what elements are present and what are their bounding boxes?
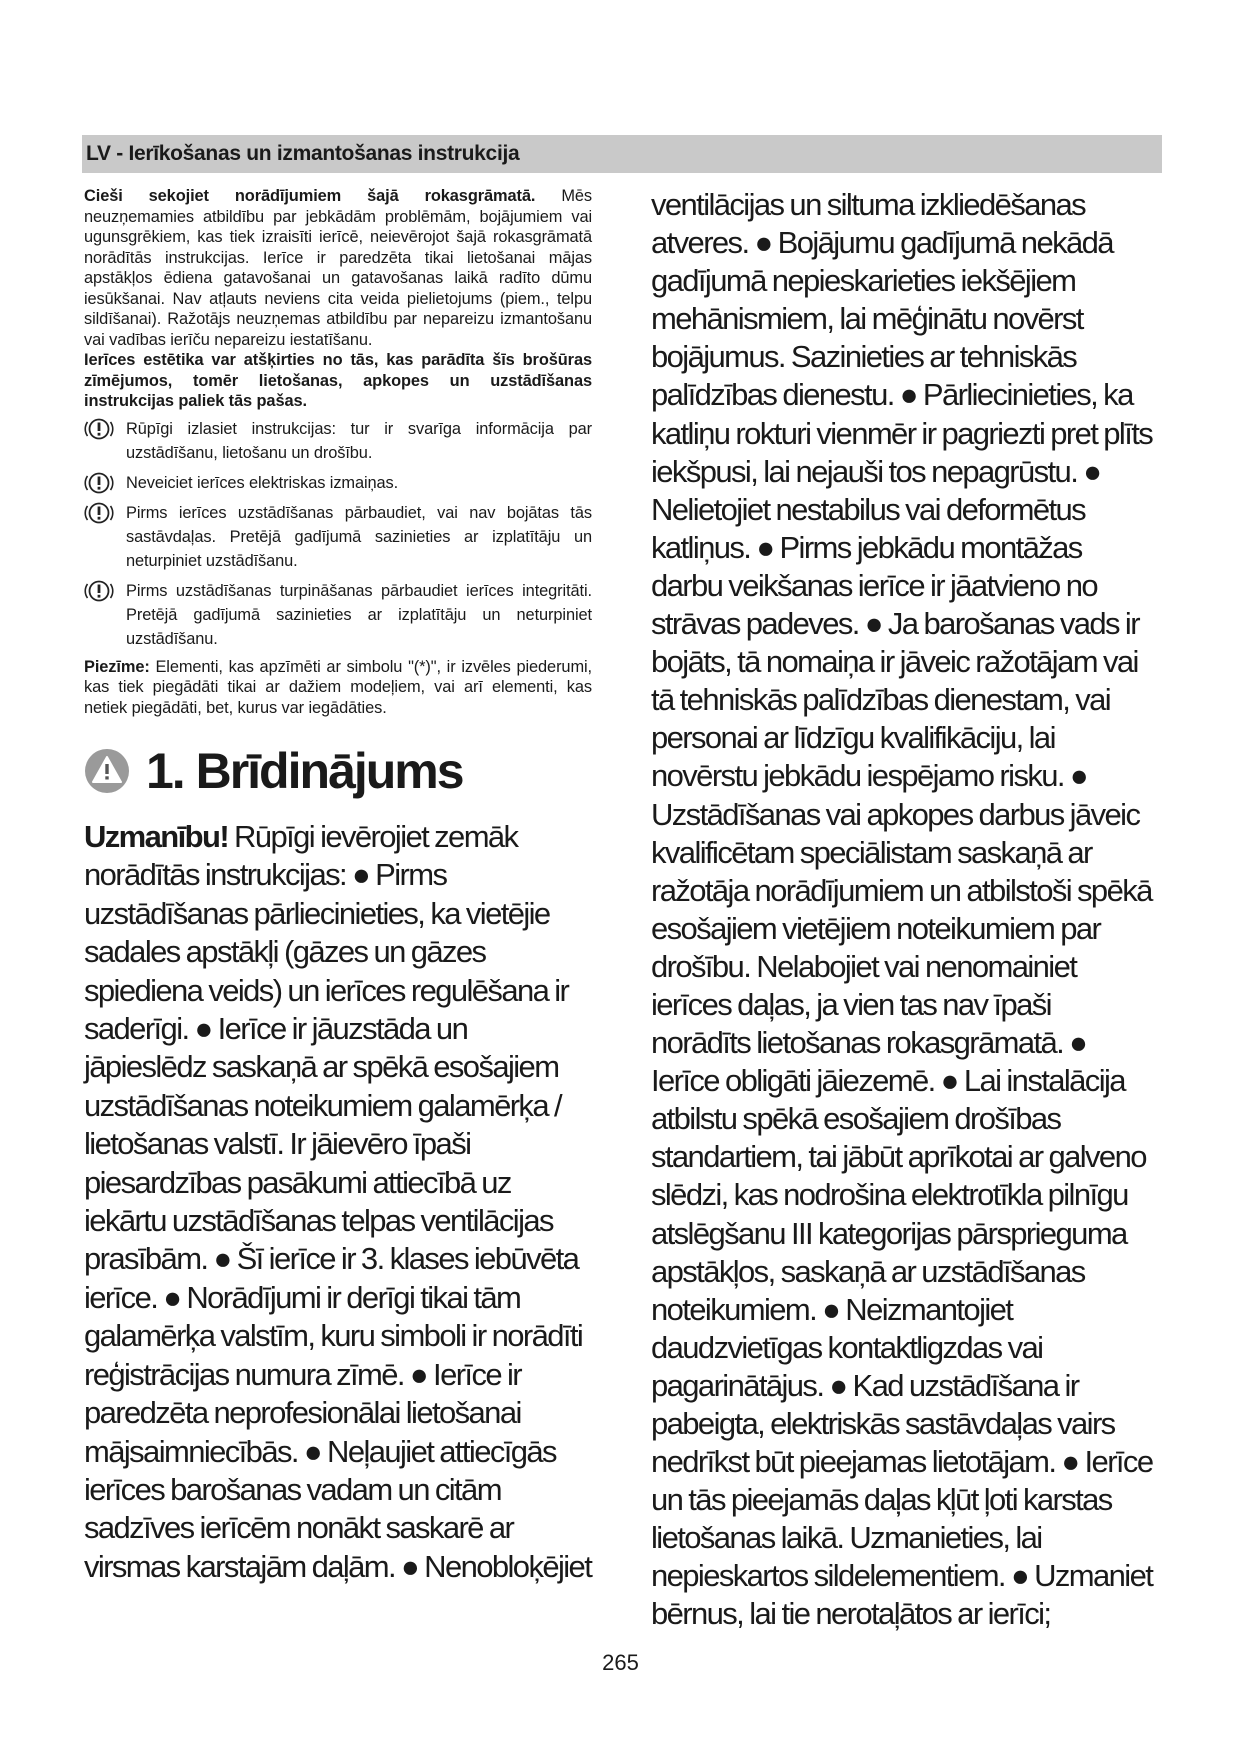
notice-item xyxy=(84,417,592,465)
note-paragraph xyxy=(84,657,592,719)
right-column xyxy=(651,186,1156,1634)
warning-icon xyxy=(84,748,130,794)
notice-text: Pirms ierīces uzstādīšanas pārbaudiet, vai nav bojātas tās sastāvdaļas. Pretējā gadījumā sazinieties ar izplatītāju un neturpiniet uzstādīšanu. xyxy=(126,503,592,570)
warning-text-right: ventilācijas un siltuma izkliedēšanas atveres. ● Bojājumu gadījumā nekādā gadījumā nepieskarieties iekšējiem mehānismiem, lai mēģinātu novērst bojājumus. Sazinieties ar tehniskās palīdzības dienestu. ● Pārliecinieties, ka katliņu rokturi vienmēr ir pagriezti pret plīts iekšpusi, lai nejauši tos nepagrūstu. ● Nelietojiet nestabilus vai deformētus katliņus. ● Pirms jebkādu montāžas darbu veikšanas ierīce ir jāatvieno no strāvas padeves. ● Ja barošanas vads ir bojāts, tā nomaiņa ir jāveic ražotājam vai tā tehniskās palīdzības dienestam, vai personai ar līdzīgu kvalifikāciju, lai novērstu jebkādu iespējamo risku. ● Uzstādīšanas vai apkopes darbus jāveic kvalificētam speciālistam saskaņā ar ražotāja norādījumiem un atbilstoši spēkā esošajiem vietējiem noteikumiem par drošību. Nelabojiet vai nenomainiet ierīces daļas, ja vien tas nav īpaši norādīts lietošanas rokasgrāmatā. ● Ierīce obligāti jāiezemē. ● Lai instalācija atbilstu spēkā esošajiem drošības standartiem, tai jābūt aprīkotai ar galveno slēdzi, kas nodrošina elektrotīkla pilnīgu atslēgšanu III kategorijas pārsprieguma apstākļos, saskaņā ar uzstādīšanas noteikumiem. ● Neizmantojiet daudzvietīgas kontaktligzdas vai pagarinātājus. ● Kad uzstādīšana ir pabeigta, elektriskās sastāvdaļas vairs nedrīkst būt pieejamas lietotājam. ● Ierīce un tās pieejamās daļas kļūt ļoti karstas lietošanas laikā. Uzmanieties, lai nepieskartos sildelementiem. ● Uzmaniet bērnus, lai tie nerotaļātos ar ierīci; xyxy=(651,187,1153,1632)
intro-bold-lead: Cieši sekojiet norādījumiem šajā rokasgrāmatā. xyxy=(84,187,536,205)
notice-list xyxy=(84,417,592,651)
left-column xyxy=(84,186,592,1586)
warning-lead: Uzmanību! xyxy=(84,819,229,854)
caution-icon xyxy=(84,579,116,603)
warning-text-left xyxy=(84,818,592,1586)
caution-icon xyxy=(84,501,116,525)
caution-icon xyxy=(84,417,116,441)
intro-text: Mēs neuzņemamies atbildību par jebkādām problēmām, bojājumiem vai ugunsgrēkiem, kas tiek izraisīti ierīcē, neievērojot šajā rokasgrāmatā norādītās instrukcijas. Ierīce ir paredzēta tikai lietošanai mājas apstākļos ēdiena gatavošanai un gatavošanas laikā radīto dūmu iesūkšanai. Nav atļauts neviens cita veida pielietojums (piem., telpu sildīšanai). Ražotājs neuzņemas atbildību par nepareizu izmantošanu vai vadības ierīču nepareizu iestatīšanu. xyxy=(84,187,592,349)
notice-text: Neveiciet ierīces elektriskas izmaiņas. xyxy=(126,473,399,492)
notice-item xyxy=(84,471,592,495)
intro-paragraph xyxy=(84,186,592,350)
caution-icon xyxy=(84,471,116,495)
header-title: LV - Ierīkošanas un izmantošanas instrukcija xyxy=(86,142,520,165)
notice-text: Rūpīgi izlasiet instrukcijas: tur ir svarīga informācija par uzstādīšanu, lietošanu un drošību. xyxy=(126,419,592,462)
notice-text: Pirms uzstādīšanas turpināšanas pārbaudiet ierīces integritāti. Pretējā gadījumā sazinieties ar izplatītāju un neturpiniet uzstādīšanu. xyxy=(126,581,592,648)
aesthetics-note xyxy=(84,350,592,412)
notice-item xyxy=(84,501,592,573)
note-label: Piezīme: xyxy=(84,657,150,676)
section-title xyxy=(84,740,592,802)
section-title-text: 1. Brīdinājums xyxy=(146,743,463,799)
aesthetics-note-text: Ierīces estētika var atšķirties no tās, kas parādīta šīs brošūras zīmējumos, tomēr lietošanas, apkopes un uzstādīšanas instrukcijas paliek tās pašas. xyxy=(84,351,592,410)
warning-left-body: Rūpīgi ievērojiet zemāk norādītās instrukcijas: ● Pirms uzstādīšanas pārliecinieties, ka vietējie sadales apstākļi (gāzes un gāzes spiediena veids) un ierīces regulēšana ir saderīgi. ● Ierīce ir jāuzstāda un jāpieslēdz saskaņā ar spēkā esošajiem uzstādīšanas noteikumiem galamērķa / lietošanas valstī. Ir jāievēro īpaši piesardzības pasākumi attiecībā uz iekārtu uzstādīšanas telpas ventilācijas prasībām. ● Šī ierīce ir 3. klases iebūvēta ierīce. ● Norādījumi ir derīgi tikai tām galamērķa valstīm, kuru simboli ir norādīti reģistrācijas numura zīmē. ● Ierīce ir paredzēta neprofesionālai lietošanai mājsaimniecībās. ● Neļaujiet attiecīgās ierīces barošanas vadam un citām sadzīves ierīcēm nonākt saskarē ar virsmas karstajām daļām. ● Nenobloķējiet xyxy=(84,819,592,1584)
notice-item xyxy=(84,579,592,651)
page-number: 265 xyxy=(602,1650,639,1675)
section-header-bar xyxy=(82,135,1162,173)
note-text: Elementi, kas apzīmēti ar simbolu "(*)", ir izvēles piederumi, kas tiek piegādāti tikai ar dažiem modeļiem, vai arī elementi, kas netiek piegādāti, bet, kurus var iegādāties. xyxy=(84,657,592,717)
